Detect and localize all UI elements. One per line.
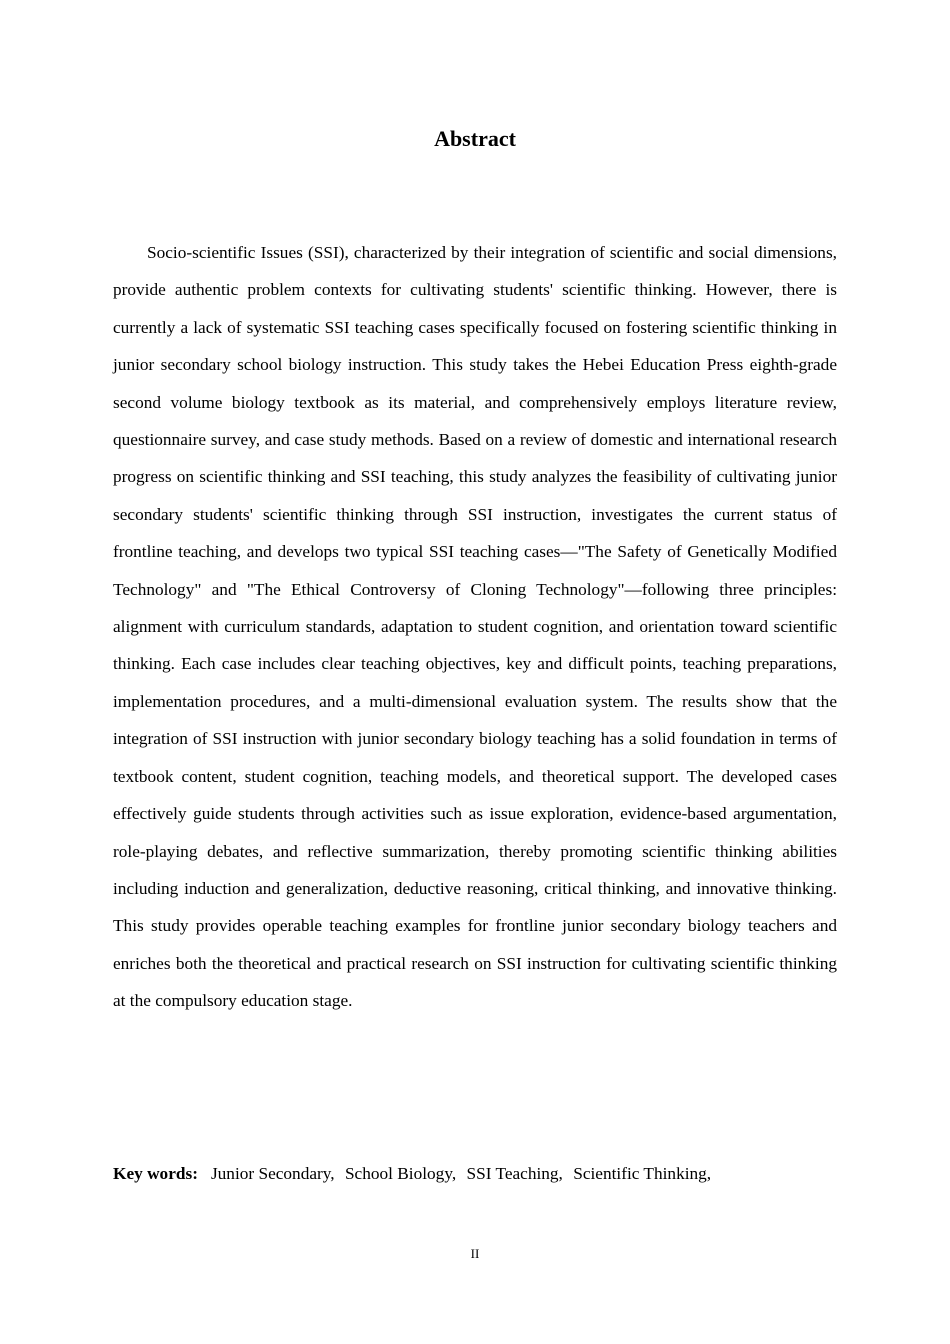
- page-number: II: [470, 1246, 480, 1261]
- keywords-list: [211, 1164, 717, 1183]
- keyword-item: SSI Teaching,: [466, 1164, 563, 1183]
- keyword-item: Scientific Thinking,: [573, 1164, 712, 1183]
- keyword-item: Junior Secondary,: [210, 1164, 335, 1183]
- keyword-item: School Biology,: [344, 1164, 457, 1183]
- keywords-label: Key words: [113, 1164, 193, 1183]
- keywords-colon: :: [192, 1164, 198, 1183]
- abstract-paragraph: Socio-scientific Issues (SSI), characterized by their integration of scientific and social dimensions, provide authentic problem contexts for cultivating students' scientific thinking. However, there is currently a lack of systematic SSI teaching cases specifically focused on fostering scientific thinking in junior secondary school biology instruction. This study takes the Hebei Education Press eighth-grade second volume biology textbook as its material, and comprehensively employs literature review, questionnaire survey, and case study methods. Based on a review of domestic and international research progress on scientific thinking and SSI teaching, this study analyzes the feasibility of cultivating junior secondary students' scientific thinking through SSI instruction, investigates the current status of frontline teaching, and develops two typical SSI teaching cases—"The Safety of Genetically Modified Technology" and "The Ethical Controversy of Cloning Technology"—following three principles: alignment with curriculum standards, adaptation to student cognition, and orientation toward scientific thinking. Each case includes clear teaching objectives, key and difficult points, teaching preparations, implementation procedures, and a multi-dimensional evaluation system. The results show that the integration of SSI instruction with junior secondary biology teaching has a solid foundation in terms of textbook content, student cognition, teaching models, and theoretical support. The developed cases effectively guide students through activities such as issue exploration, evidence-based argumentation, role-playing debates, and reflective summarization, thereby promoting scientific thinking abilities including induction and generalization, deductive reasoning, critical thinking, and innovative thinking. This study provides operable teaching examples for frontline junior secondary biology teachers and enriches both the theoretical and practical research on SSI instruction for cultivating scientific thinking at the compulsory education stage.: [113, 243, 837, 1011]
- keywords-line: [113, 1158, 837, 1190]
- page-title: Abstract: [434, 126, 516, 151]
